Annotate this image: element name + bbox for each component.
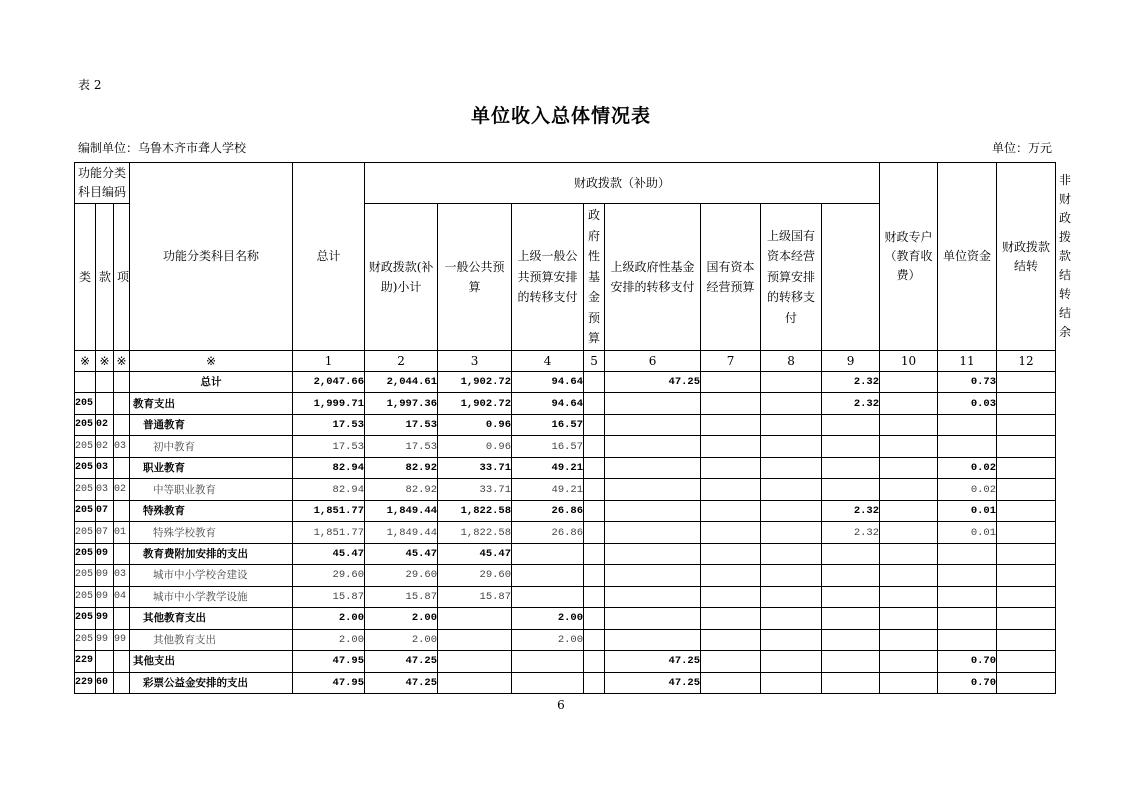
- header-state-capital-budget: 国有资本经营预算: [701, 204, 761, 351]
- cell-special-account: 2.32: [822, 500, 880, 521]
- cell-nonfiscal-carryover: [997, 522, 1056, 543]
- cell-name: 特殊学校教育: [130, 522, 293, 543]
- cell-kuan: 60: [96, 672, 114, 693]
- cell-xiang: [114, 651, 130, 672]
- cell-upper-state-capital-transfer: [761, 522, 822, 543]
- header-general-budget: 一般公共预算: [438, 204, 512, 351]
- header-special-account: 财政专户（教育收费）: [880, 163, 938, 351]
- cell-upper-state-capital-transfer: [761, 629, 822, 650]
- index-cell: 3: [438, 351, 512, 372]
- cell-upper-general-transfer: 26.86: [512, 522, 584, 543]
- cell-gov-fund-budget: [584, 543, 605, 564]
- header-code-lei: 类: [75, 204, 96, 351]
- index-cell: 6: [605, 351, 701, 372]
- cell-lei: [75, 372, 96, 393]
- cell-upper-gov-fund-transfer: 47.25: [605, 372, 701, 393]
- cell-unit-funds: [880, 414, 938, 435]
- cell-xiang: 99: [114, 629, 130, 650]
- cell-fiscal-carryover: 0.01: [938, 522, 997, 543]
- cell-total: 82.94: [293, 457, 365, 478]
- index-cell: 5: [584, 351, 605, 372]
- cell-xiang: [114, 608, 130, 629]
- cell-name: 中等职业教育: [130, 479, 293, 500]
- cell-upper-general-transfer: 49.21: [512, 479, 584, 500]
- index-cell: 4: [512, 351, 584, 372]
- cell-upper-general-transfer: 49.21: [512, 457, 584, 478]
- cell-state-capital-budget: [701, 651, 761, 672]
- cell-lei: 205: [75, 586, 96, 607]
- cell-upper-general-transfer: 2.00: [512, 629, 584, 650]
- cell-xiang: 01: [114, 522, 130, 543]
- cell-lei: 205: [75, 522, 96, 543]
- cell-fiscal-subtotal: 2,044.61: [365, 372, 438, 393]
- cell-special-account: [822, 651, 880, 672]
- cell-state-capital-budget: [701, 565, 761, 586]
- cell-name: 教育费附加安排的支出: [130, 543, 293, 564]
- cell-upper-state-capital-transfer: [761, 543, 822, 564]
- cell-special-account: [822, 543, 880, 564]
- table-row: [75, 565, 1056, 586]
- cell-general-budget: 15.87: [438, 586, 512, 607]
- cell-xiang: [114, 393, 130, 414]
- cell-state-capital-budget: [701, 414, 761, 435]
- cell-nonfiscal-carryover: [997, 672, 1056, 693]
- cell-upper-state-capital-transfer: [761, 651, 822, 672]
- cell-fiscal-subtotal: 1,849.44: [365, 500, 438, 521]
- cell-fiscal-carryover: 0.70: [938, 651, 997, 672]
- cell-unit-funds: [880, 651, 938, 672]
- cell-unit-funds: [880, 393, 938, 414]
- index-cell: 11: [938, 351, 997, 372]
- cell-general-budget: 0.96: [438, 436, 512, 457]
- cell-upper-gov-fund-transfer: 47.25: [605, 651, 701, 672]
- index-cell: ※: [114, 351, 130, 372]
- header-fiscal-group: 财政拨款（补助）: [365, 163, 880, 204]
- cell-special-account: [822, 457, 880, 478]
- cell-gov-fund-budget: [584, 393, 605, 414]
- cell-unit-funds: [880, 479, 938, 500]
- cell-lei: 205: [75, 436, 96, 457]
- header-fiscal-subtotal: 财政拨款(补助)小计: [365, 204, 438, 351]
- cell-fiscal-subtotal: 17.53: [365, 436, 438, 457]
- cell-upper-general-transfer: 26.86: [512, 500, 584, 521]
- cell-upper-state-capital-transfer: [761, 436, 822, 457]
- cell-unit-funds: [880, 543, 938, 564]
- table-row: [75, 651, 1056, 672]
- cell-fiscal-subtotal: 47.25: [365, 672, 438, 693]
- cell-upper-general-transfer: [512, 672, 584, 693]
- header-fiscal-carryover: 财政拨款结转: [997, 163, 1056, 351]
- table-row: [75, 393, 1056, 414]
- cell-general-budget: 0.96: [438, 414, 512, 435]
- cell-xiang: [114, 500, 130, 521]
- cell-kuan: 99: [96, 629, 114, 650]
- cell-kuan: 99: [96, 608, 114, 629]
- cell-general-budget: 1,822.58: [438, 522, 512, 543]
- cell-fiscal-subtotal: 2.00: [365, 608, 438, 629]
- cell-upper-gov-fund-transfer: [605, 479, 701, 500]
- cell-state-capital-budget: [701, 629, 761, 650]
- cell-special-account: 2.32: [822, 393, 880, 414]
- cell-kuan: [96, 651, 114, 672]
- cell-fiscal-carryover: [938, 586, 997, 607]
- cell-state-capital-budget: [701, 436, 761, 457]
- cell-upper-general-transfer: [512, 586, 584, 607]
- table-row: [75, 479, 1056, 500]
- cell-nonfiscal-carryover: [997, 608, 1056, 629]
- cell-gov-fund-budget: [584, 586, 605, 607]
- cell-name: 初中教育: [130, 436, 293, 457]
- cell-total: 17.53: [293, 436, 365, 457]
- cell-upper-general-transfer: 16.57: [512, 414, 584, 435]
- page-title: 单位收入总体情况表: [470, 105, 651, 127]
- cell-upper-gov-fund-transfer: [605, 457, 701, 478]
- cell-upper-gov-fund-transfer: [605, 393, 701, 414]
- cell-fiscal-subtotal: 82.92: [365, 457, 438, 478]
- cell-lei: 205: [75, 500, 96, 521]
- cell-lei: 205: [75, 457, 96, 478]
- cell-gov-fund-budget: [584, 629, 605, 650]
- cell-name: 其他支出: [130, 651, 293, 672]
- cell-fiscal-carryover: [938, 565, 997, 586]
- cell-upper-state-capital-transfer: [761, 393, 822, 414]
- cell-nonfiscal-carryover: [997, 500, 1056, 521]
- cell-special-account: [822, 565, 880, 586]
- cell-general-budget: 33.71: [438, 457, 512, 478]
- cell-name: 教育支出: [130, 393, 293, 414]
- cell-upper-gov-fund-transfer: [605, 565, 701, 586]
- cell-kuan: 09: [96, 565, 114, 586]
- cell-nonfiscal-carryover: [997, 565, 1056, 586]
- cell-fiscal-subtotal: 45.47: [365, 543, 438, 564]
- cell-lei: 205: [75, 608, 96, 629]
- cell-state-capital-budget: [701, 608, 761, 629]
- cell-fiscal-carryover: 0.70: [938, 672, 997, 693]
- cell-xiang: [114, 672, 130, 693]
- cell-upper-state-capital-transfer: [761, 608, 822, 629]
- cell-general-budget: [438, 629, 512, 650]
- header-name: 功能分类科目名称: [130, 163, 293, 351]
- cell-kuan: 02: [96, 436, 114, 457]
- cell-kuan: [96, 393, 114, 414]
- cell-state-capital-budget: [701, 672, 761, 693]
- cell-gov-fund-budget: [584, 457, 605, 478]
- header-upper-gov-fund-transfer: 上级政府性基金安排的转移支付: [605, 204, 701, 351]
- cell-unit-funds: [880, 565, 938, 586]
- cell-total: 2.00: [293, 629, 365, 650]
- cell-upper-gov-fund-transfer: [605, 629, 701, 650]
- cell-lei: 205: [75, 414, 96, 435]
- table-row: [75, 629, 1056, 650]
- cell-unit-funds: [880, 672, 938, 693]
- compiling-unit: 编制单位：乌鲁木齐市聋人学校: [78, 141, 247, 155]
- cell-gov-fund-budget: [584, 436, 605, 457]
- cell-fiscal-carryover: 0.73: [938, 372, 997, 393]
- table-row: [75, 672, 1056, 693]
- cell-lei: 205: [75, 629, 96, 650]
- cell-nonfiscal-carryover: [997, 543, 1056, 564]
- cell-nonfiscal-carryover: [997, 629, 1056, 650]
- cell-general-budget: 29.60: [438, 565, 512, 586]
- cell-total: 1,851.77: [293, 522, 365, 543]
- cell-special-account: 2.32: [822, 372, 880, 393]
- cell-xiang: [114, 372, 130, 393]
- cell-name: 其他教育支出: [130, 608, 293, 629]
- header-unit-funds: 单位资金: [938, 163, 997, 351]
- header-upper-state-capital-transfer: 上级国有资本经营预算安排的转移支付: [761, 204, 822, 351]
- index-cell: ※: [130, 351, 293, 372]
- table-number: 表 2: [78, 78, 102, 92]
- cell-fiscal-carryover: 0.02: [938, 479, 997, 500]
- cell-general-budget: [438, 608, 512, 629]
- table-row: [75, 586, 1056, 607]
- cell-upper-general-transfer: [512, 651, 584, 672]
- cell-upper-state-capital-transfer: [761, 479, 822, 500]
- cell-upper-state-capital-transfer: [761, 500, 822, 521]
- cell-xiang: [114, 414, 130, 435]
- cell-general-budget: 1,902.72: [438, 393, 512, 414]
- cell-fiscal-carryover: 0.01: [938, 500, 997, 521]
- cell-gov-fund-budget: [584, 414, 605, 435]
- cell-gov-fund-budget: [584, 651, 605, 672]
- cell-fiscal-carryover: [938, 543, 997, 564]
- index-cell: ※: [75, 351, 96, 372]
- index-cell: 9: [822, 351, 880, 372]
- total-row: [75, 372, 1056, 393]
- cell-gov-fund-budget: [584, 608, 605, 629]
- cell-general-budget: 45.47: [438, 543, 512, 564]
- cell-unit-funds: [880, 372, 938, 393]
- cell-kuan: 03: [96, 479, 114, 500]
- cell-xiang: 03: [114, 565, 130, 586]
- cell-state-capital-budget: [701, 372, 761, 393]
- cell-lei: 229: [75, 672, 96, 693]
- header-code-group: 功能分类科目编码: [75, 163, 130, 204]
- cell-fiscal-carryover: [938, 436, 997, 457]
- cell-kuan: [96, 372, 114, 393]
- cell-gov-fund-budget: [584, 479, 605, 500]
- cell-general-budget: [438, 672, 512, 693]
- cell-nonfiscal-carryover: [997, 436, 1056, 457]
- cell-general-budget: 1,822.58: [438, 500, 512, 521]
- cell-state-capital-budget: [701, 522, 761, 543]
- cell-total: 1,999.71: [293, 393, 365, 414]
- cell-upper-gov-fund-transfer: 47.25: [605, 672, 701, 693]
- cell-general-budget: 1,902.72: [438, 372, 512, 393]
- index-cell: ※: [96, 351, 114, 372]
- cell-name: 城市中小学校舍建设: [130, 565, 293, 586]
- cell-kuan: 07: [96, 500, 114, 521]
- cell-total: 15.87: [293, 586, 365, 607]
- cell-name: 普通教育: [130, 414, 293, 435]
- cell-state-capital-budget: [701, 393, 761, 414]
- cell-gov-fund-budget: [584, 500, 605, 521]
- cell-upper-gov-fund-transfer: [605, 608, 701, 629]
- cell-total: 47.95: [293, 672, 365, 693]
- cell-kuan: 09: [96, 586, 114, 607]
- table-header: [75, 163, 1072, 372]
- cell-unit-funds: [880, 629, 938, 650]
- cell-special-account: [822, 672, 880, 693]
- cell-upper-general-transfer: 2.00: [512, 608, 584, 629]
- cell-total: 2.00: [293, 608, 365, 629]
- cell-total: 47.95: [293, 651, 365, 672]
- cell-special-account: [822, 608, 880, 629]
- cell-upper-gov-fund-transfer: [605, 414, 701, 435]
- table-row: [75, 500, 1056, 521]
- cell-lei: 205: [75, 479, 96, 500]
- cell-upper-gov-fund-transfer: [605, 436, 701, 457]
- table-row: [75, 543, 1056, 564]
- cell-fiscal-subtotal: 15.87: [365, 586, 438, 607]
- cell-total: 1,851.77: [293, 500, 365, 521]
- header-total: 总计: [293, 163, 365, 351]
- cell-gov-fund-budget: [584, 565, 605, 586]
- cell-fiscal-subtotal: 1,997.36: [365, 393, 438, 414]
- cell-gov-fund-budget: [584, 672, 605, 693]
- cell-nonfiscal-carryover: [997, 586, 1056, 607]
- table-row: [75, 608, 1056, 629]
- index-cell: 10: [880, 351, 938, 372]
- cell-kuan: 02: [96, 414, 114, 435]
- cell-nonfiscal-carryover: [997, 479, 1056, 500]
- cell-name: 其他教育支出: [130, 629, 293, 650]
- index-cell: 7: [701, 351, 761, 372]
- cell-xiang: [114, 457, 130, 478]
- cell-upper-state-capital-transfer: [761, 457, 822, 478]
- table-row: [75, 522, 1056, 543]
- cell-special-account: 2.32: [822, 522, 880, 543]
- cell-upper-gov-fund-transfer: [605, 586, 701, 607]
- cell-state-capital-budget: [701, 479, 761, 500]
- cell-special-account: [822, 586, 880, 607]
- cell-xiang: 04: [114, 586, 130, 607]
- cell-unit-funds: [880, 608, 938, 629]
- cell-unit-funds: [880, 522, 938, 543]
- cell-state-capital-budget: [701, 457, 761, 478]
- cell-xiang: 02: [114, 479, 130, 500]
- cell-fiscal-subtotal: 1,849.44: [365, 522, 438, 543]
- cell-lei: 205: [75, 565, 96, 586]
- cell-name: 特殊教育: [130, 500, 293, 521]
- table-row: [75, 414, 1056, 435]
- cell-upper-state-capital-transfer: [761, 565, 822, 586]
- cell-fiscal-subtotal: 47.25: [365, 651, 438, 672]
- header-upper-general-transfer: 上级一般公共预算安排的转移支付: [512, 204, 584, 351]
- cell-unit-funds: [880, 586, 938, 607]
- cell-kuan: 03: [96, 457, 114, 478]
- cell-lei: 229: [75, 651, 96, 672]
- cell-upper-state-capital-transfer: [761, 372, 822, 393]
- page-number: 6: [557, 698, 565, 712]
- index-cell: 1: [293, 351, 365, 372]
- cell-nonfiscal-carryover: [997, 372, 1056, 393]
- cell-gov-fund-budget: [584, 522, 605, 543]
- cell-unit-funds: [880, 436, 938, 457]
- cell-xiang: [114, 543, 130, 564]
- cell-upper-gov-fund-transfer: [605, 522, 701, 543]
- cell-upper-general-transfer: [512, 543, 584, 564]
- cell-upper-gov-fund-transfer: [605, 543, 701, 564]
- cell-name: 彩票公益金安排的支出: [130, 672, 293, 693]
- header-row-1: 功能分类科目编码 功能分类科目名称 总计 财政拨款（补助） 财政专户（教育收费） 单位资金 财政拨款结转 非财政拨款结转结余: [75, 163, 1056, 204]
- cell-total: 2,047.66: [293, 372, 365, 393]
- cell-nonfiscal-carryover: [997, 414, 1056, 435]
- cell-special-account: [822, 629, 880, 650]
- index-cell: 12: [997, 351, 1056, 372]
- cell-nonfiscal-carryover: [997, 393, 1056, 414]
- cell-gov-fund-budget: [584, 372, 605, 393]
- cell-fiscal-subtotal: 82.92: [365, 479, 438, 500]
- cell-special-account: [822, 479, 880, 500]
- cell-name: 总计: [130, 372, 293, 393]
- cell-upper-general-transfer: [512, 565, 584, 586]
- cell-lei: 205: [75, 543, 96, 564]
- cell-nonfiscal-carryover: [997, 457, 1056, 478]
- cell-special-account: [822, 414, 880, 435]
- cell-kuan: 09: [96, 543, 114, 564]
- index-cell: 8: [761, 351, 822, 372]
- cell-fiscal-carryover: [938, 608, 997, 629]
- cell-upper-state-capital-transfer: [761, 672, 822, 693]
- cell-name: 城市中小学教学设施: [130, 586, 293, 607]
- table-body: [75, 372, 1056, 694]
- cell-general-budget: 33.71: [438, 479, 512, 500]
- cell-total: 17.53: [293, 414, 365, 435]
- cell-state-capital-budget: [701, 586, 761, 607]
- cell-upper-general-transfer: 94.64: [512, 393, 584, 414]
- cell-unit-funds: [880, 457, 938, 478]
- cell-fiscal-subtotal: 17.53: [365, 414, 438, 435]
- cell-fiscal-subtotal: 29.60: [365, 565, 438, 586]
- cell-fiscal-subtotal: 2.00: [365, 629, 438, 650]
- cell-kuan: 07: [96, 522, 114, 543]
- table-row: [75, 457, 1056, 478]
- cell-total: 45.47: [293, 543, 365, 564]
- index-row: [75, 351, 1056, 372]
- cell-total: 82.94: [293, 479, 365, 500]
- cell-fiscal-carryover: 0.03: [938, 393, 997, 414]
- cell-fiscal-carryover: [938, 414, 997, 435]
- header-code-xiang: 项: [114, 204, 130, 351]
- cell-xiang: 03: [114, 436, 130, 457]
- header-gov-fund-budget: 政府性基金预算: [584, 204, 605, 351]
- cell-upper-gov-fund-transfer: [605, 500, 701, 521]
- header-code-kuan: 款: [96, 204, 114, 351]
- cell-unit-funds: [880, 500, 938, 521]
- table-row: [75, 436, 1056, 457]
- cell-special-account: [822, 436, 880, 457]
- cell-fiscal-carryover: 0.02: [938, 457, 997, 478]
- cell-name: 职业教育: [130, 457, 293, 478]
- measurement-unit: 单位：万元: [991, 141, 1052, 155]
- index-cell: 2: [365, 351, 438, 372]
- cell-upper-state-capital-transfer: [761, 414, 822, 435]
- cell-lei: 205: [75, 393, 96, 414]
- cell-total: 29.60: [293, 565, 365, 586]
- cell-upper-general-transfer: 94.64: [512, 372, 584, 393]
- cell-general-budget: [438, 651, 512, 672]
- cell-upper-state-capital-transfer: [761, 586, 822, 607]
- cell-state-capital-budget: [701, 543, 761, 564]
- cell-fiscal-carryover: [938, 629, 997, 650]
- income-table: [74, 162, 1072, 694]
- cell-upper-general-transfer: 16.57: [512, 436, 584, 457]
- cell-nonfiscal-carryover: [997, 651, 1056, 672]
- cell-state-capital-budget: [701, 500, 761, 521]
